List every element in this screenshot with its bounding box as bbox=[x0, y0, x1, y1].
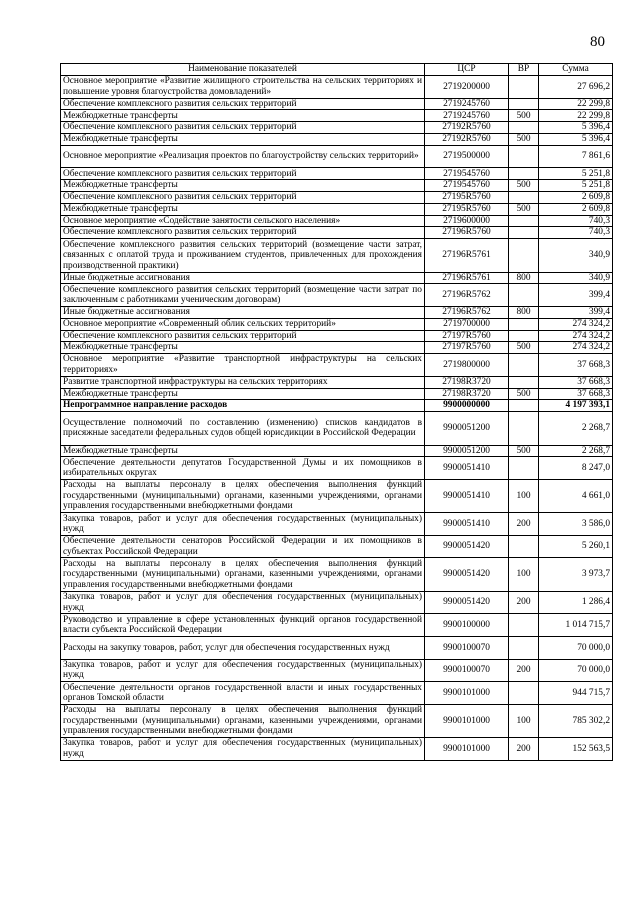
table-body bbox=[61, 76, 613, 761]
row-csr-cell: 9900101000 bbox=[425, 682, 509, 705]
row-csr-cell: 27197R5760 bbox=[425, 342, 509, 354]
row-sum-cell: 22 299,8 bbox=[539, 110, 613, 122]
row-sum-cell: 3 586,0 bbox=[539, 513, 613, 536]
row-name-cell: Обеспечение комплексного развития сельских территорий bbox=[61, 122, 425, 134]
table-row bbox=[61, 704, 613, 737]
row-vr-cell: 200 bbox=[509, 738, 539, 761]
table-row bbox=[61, 168, 613, 180]
row-sum-cell: 1 286,4 bbox=[539, 591, 613, 614]
row-name-cell: Закупка товаров, работ и услуг для обеспечения государственных (муниципальных) нужд bbox=[61, 659, 425, 682]
row-csr-cell: 9900051420 bbox=[425, 535, 509, 558]
row-name-cell: Осуществление полномочий по составлению (изменению) списков кандидатов в присяжные заседатели федеральных судов общей юрисдикции в Российской Федерации bbox=[61, 412, 425, 445]
table-row bbox=[61, 376, 613, 388]
header-csr: ЦСР bbox=[425, 64, 509, 76]
row-vr-cell: 500 bbox=[509, 342, 539, 354]
row-sum-cell: 70 000,0 bbox=[539, 659, 613, 682]
row-vr-cell: 100 bbox=[509, 558, 539, 591]
row-name-cell: Обеспечение деятельности сенаторов Российской Федерации и их помощников в субъектах Российской Федерации bbox=[61, 535, 425, 558]
table-row bbox=[61, 98, 613, 110]
row-name-cell: Обеспечение комплексного развития сельских территорий bbox=[61, 227, 425, 239]
row-sum-cell: 2 268,7 bbox=[539, 445, 613, 457]
row-vr-cell: 100 bbox=[509, 479, 539, 512]
row-vr-cell bbox=[509, 227, 539, 239]
row-vr-cell: 500 bbox=[509, 203, 539, 215]
table-row bbox=[61, 272, 613, 284]
row-name-cell: Обеспечение комплексного развития сельских территорий bbox=[61, 330, 425, 342]
row-name-cell: Обеспечение комплексного развития сельских территорий bbox=[61, 191, 425, 203]
row-sum-cell: 37 668,3 bbox=[539, 388, 613, 400]
row-csr-cell: 9900051410 bbox=[425, 457, 509, 480]
table-row bbox=[61, 76, 613, 99]
row-name-cell: Закупка товаров, работ и услуг для обеспечения государственных (муниципальных) нужд bbox=[61, 513, 425, 536]
row-sum-cell: 274 324,2 bbox=[539, 318, 613, 330]
row-vr-cell bbox=[509, 614, 539, 637]
row-name-cell: Непрограммное направление расходов bbox=[61, 400, 425, 412]
table-row bbox=[61, 388, 613, 400]
table-row bbox=[61, 637, 613, 660]
row-csr-cell: 27192R5760 bbox=[425, 122, 509, 134]
table-row bbox=[61, 513, 613, 536]
row-csr-cell: 2719700000 bbox=[425, 318, 509, 330]
row-vr-cell: 500 bbox=[509, 133, 539, 145]
row-sum-cell: 37 668,3 bbox=[539, 376, 613, 388]
row-name-cell: Расходы на выплаты персоналу в целях обеспечения выполнения функций государственными (муниципальными) органами, казенными учреждениями, органами управления государственными внебюджетными фондами bbox=[61, 558, 425, 591]
table-row bbox=[61, 614, 613, 637]
row-sum-cell: 5 260,1 bbox=[539, 535, 613, 558]
row-csr-cell: 27196R5761 bbox=[425, 272, 509, 284]
row-vr-cell bbox=[509, 215, 539, 227]
row-name-cell: Обеспечение деятельности органов государственной власти и иных государственных органов Томской области bbox=[61, 682, 425, 705]
row-vr-cell bbox=[509, 376, 539, 388]
row-name-cell: Расходы на выплаты персоналу в целях обеспечения выполнения функций государственными (муниципальными) органами, казенными учреждениями, органами управления государственными внебюджетными фондами bbox=[61, 704, 425, 737]
row-vr-cell bbox=[509, 98, 539, 110]
row-sum-cell: 4 661,0 bbox=[539, 479, 613, 512]
row-vr-cell: 800 bbox=[509, 306, 539, 318]
table-row bbox=[61, 412, 613, 445]
row-name-cell: Обеспечение комплексного развития сельских территорий bbox=[61, 98, 425, 110]
row-name-cell: Основное мероприятие «Реализация проектов по благоустройству сельских территорий» bbox=[61, 145, 425, 168]
row-vr-cell: 100 bbox=[509, 704, 539, 737]
row-name-cell: Межбюджетные трансферты bbox=[61, 342, 425, 354]
row-sum-cell: 785 302,2 bbox=[539, 704, 613, 737]
table-row bbox=[61, 479, 613, 512]
table-row bbox=[61, 227, 613, 239]
row-vr-cell: 500 bbox=[509, 445, 539, 457]
row-vr-cell bbox=[509, 191, 539, 203]
row-vr-cell bbox=[509, 239, 539, 272]
row-name-cell: Межбюджетные трансферты bbox=[61, 133, 425, 145]
table-row bbox=[61, 133, 613, 145]
row-vr-cell: 800 bbox=[509, 272, 539, 284]
row-csr-cell: 2719500000 bbox=[425, 145, 509, 168]
row-sum-cell: 5 251,8 bbox=[539, 180, 613, 192]
row-sum-cell: 152 563,5 bbox=[539, 738, 613, 761]
row-name-cell: Руководство и управление в сфере установленных функций органов государственной власти субъекта Российской Федерации bbox=[61, 614, 425, 637]
row-vr-cell bbox=[509, 354, 539, 377]
table-row bbox=[61, 535, 613, 558]
row-sum-cell: 37 668,3 bbox=[539, 354, 613, 377]
table-row bbox=[61, 110, 613, 122]
row-sum-cell: 5 396,4 bbox=[539, 122, 613, 134]
row-csr-cell: 2719600000 bbox=[425, 215, 509, 227]
table-row bbox=[61, 191, 613, 203]
table-row bbox=[61, 180, 613, 192]
row-vr-cell: 500 bbox=[509, 110, 539, 122]
row-vr-cell: 500 bbox=[509, 180, 539, 192]
table-row bbox=[61, 215, 613, 227]
row-csr-cell: 27196R5762 bbox=[425, 306, 509, 318]
row-csr-cell: 27192R5760 bbox=[425, 133, 509, 145]
page-number: 80 bbox=[590, 34, 605, 50]
table-row bbox=[61, 330, 613, 342]
table-row bbox=[61, 445, 613, 457]
row-csr-cell: 27195R5760 bbox=[425, 191, 509, 203]
row-sum-cell: 8 247,0 bbox=[539, 457, 613, 480]
row-csr-cell: 9900101000 bbox=[425, 738, 509, 761]
row-vr-cell: 200 bbox=[509, 513, 539, 536]
header-vr: ВР bbox=[509, 64, 539, 76]
table-row bbox=[61, 239, 613, 272]
row-vr-cell bbox=[509, 400, 539, 412]
row-csr-cell: 2719545760 bbox=[425, 180, 509, 192]
row-sum-cell: 1 014 715,7 bbox=[539, 614, 613, 637]
row-sum-cell: 3 973,7 bbox=[539, 558, 613, 591]
row-csr-cell: 2719200000 bbox=[425, 76, 509, 99]
row-csr-cell: 9900051410 bbox=[425, 479, 509, 512]
row-sum-cell: 740,3 bbox=[539, 215, 613, 227]
row-sum-cell: 274 324,2 bbox=[539, 342, 613, 354]
row-sum-cell: 70 000,0 bbox=[539, 637, 613, 660]
row-name-cell: Основное мероприятие «Современный облик сельских территорий» bbox=[61, 318, 425, 330]
row-name-cell: Обеспечение комплексного развития сельских территорий bbox=[61, 168, 425, 180]
row-csr-cell: 9900100070 bbox=[425, 637, 509, 660]
row-vr-cell: 200 bbox=[509, 659, 539, 682]
row-csr-cell: 9900101000 bbox=[425, 704, 509, 737]
row-name-cell: Основное мероприятие «Развитие транспортной инфраструктуры на сельских территориях» bbox=[61, 354, 425, 377]
row-name-cell: Расходы на закупку товаров, работ, услуг для обеспечения государственных нужд bbox=[61, 637, 425, 660]
row-name-cell: Закупка товаров, работ и услуг для обеспечения государственных (муниципальных) нужд bbox=[61, 738, 425, 761]
row-name-cell: Межбюджетные трансферты bbox=[61, 180, 425, 192]
row-csr-cell: 9900100070 bbox=[425, 659, 509, 682]
row-sum-cell: 5 396,4 bbox=[539, 133, 613, 145]
row-csr-cell: 27196R5760 bbox=[425, 227, 509, 239]
row-sum-cell: 2 609,8 bbox=[539, 191, 613, 203]
table-row bbox=[61, 591, 613, 614]
row-sum-cell: 5 251,8 bbox=[539, 168, 613, 180]
row-csr-cell: 9900051420 bbox=[425, 558, 509, 591]
row-name-cell: Межбюджетные трансферты bbox=[61, 445, 425, 457]
row-csr-cell: 9900051200 bbox=[425, 412, 509, 445]
row-sum-cell: 22 299,8 bbox=[539, 98, 613, 110]
row-csr-cell: 2719245760 bbox=[425, 98, 509, 110]
table-header-row bbox=[61, 64, 613, 76]
row-name-cell: Обеспечение деятельности депутатов Государственной Думы и их помощников в избирательных округах bbox=[61, 457, 425, 480]
row-sum-cell: 399,4 bbox=[539, 306, 613, 318]
table-row bbox=[61, 354, 613, 377]
row-sum-cell: 4 197 393,1 bbox=[539, 400, 613, 412]
row-name-cell: Иные бюджетные ассигнования bbox=[61, 272, 425, 284]
row-name-cell: Основное мероприятие «Развитие жилищного строительства на сельских территориях и повышение уровня благоустройства домовладений» bbox=[61, 76, 425, 99]
row-name-cell: Межбюджетные трансферты bbox=[61, 388, 425, 400]
row-csr-cell: 27198R3720 bbox=[425, 376, 509, 388]
row-name-cell: Межбюджетные трансферты bbox=[61, 110, 425, 122]
row-vr-cell bbox=[509, 76, 539, 99]
row-vr-cell: 200 bbox=[509, 591, 539, 614]
row-vr-cell bbox=[509, 122, 539, 134]
row-vr-cell bbox=[509, 318, 539, 330]
row-sum-cell: 340,9 bbox=[539, 239, 613, 272]
row-name-cell: Расходы на выплаты персоналу в целях обеспечения выполнения функций государственными (муниципальными) органами, казенными учреждениями, органами управления государственными внебюджетными фондами bbox=[61, 479, 425, 512]
row-vr-cell bbox=[509, 457, 539, 480]
row-name-cell: Иные бюджетные ассигнования bbox=[61, 306, 425, 318]
header-sum: Сумма bbox=[539, 64, 613, 76]
row-sum-cell: 2 268,7 bbox=[539, 412, 613, 445]
row-sum-cell: 740,3 bbox=[539, 227, 613, 239]
row-csr-cell: 2719800000 bbox=[425, 354, 509, 377]
row-sum-cell: 27 696,2 bbox=[539, 76, 613, 99]
row-sum-cell: 944 715,7 bbox=[539, 682, 613, 705]
row-name-cell: Закупка товаров, работ и услуг для обеспечения государственных (муниципальных) нужд bbox=[61, 591, 425, 614]
table-row bbox=[61, 306, 613, 318]
table-row bbox=[61, 659, 613, 682]
row-csr-cell: 27198R3720 bbox=[425, 388, 509, 400]
row-vr-cell bbox=[509, 535, 539, 558]
row-vr-cell bbox=[509, 330, 539, 342]
table-row bbox=[61, 558, 613, 591]
row-sum-cell: 7 861,6 bbox=[539, 145, 613, 168]
row-name-cell: Межбюджетные трансферты bbox=[61, 203, 425, 215]
row-csr-cell: 9900051200 bbox=[425, 445, 509, 457]
table-row bbox=[61, 122, 613, 134]
row-csr-cell: 27196R5761 bbox=[425, 239, 509, 272]
row-vr-cell bbox=[509, 168, 539, 180]
table-row bbox=[61, 318, 613, 330]
row-csr-cell: 2719245760 bbox=[425, 110, 509, 122]
row-csr-cell: 27196R5762 bbox=[425, 284, 509, 307]
row-vr-cell bbox=[509, 284, 539, 307]
budget-table bbox=[60, 63, 613, 761]
table-row bbox=[61, 203, 613, 215]
row-vr-cell bbox=[509, 145, 539, 168]
row-csr-cell: 9900100000 bbox=[425, 614, 509, 637]
row-csr-cell: 9900000000 bbox=[425, 400, 509, 412]
table-row bbox=[61, 400, 613, 412]
row-vr-cell bbox=[509, 412, 539, 445]
row-csr-cell: 2719545760 bbox=[425, 168, 509, 180]
row-vr-cell bbox=[509, 682, 539, 705]
row-csr-cell: 27197R5760 bbox=[425, 330, 509, 342]
row-csr-cell: 9900051410 bbox=[425, 513, 509, 536]
row-name-cell: Обеспечение комплексного развития сельских территорий (возмещение части затрат по заключенным с работниками ученическим договорам) bbox=[61, 284, 425, 307]
row-sum-cell: 2 609,8 bbox=[539, 203, 613, 215]
table-row bbox=[61, 145, 613, 168]
row-sum-cell: 274 324,2 bbox=[539, 330, 613, 342]
row-csr-cell: 27195R5760 bbox=[425, 203, 509, 215]
table-row bbox=[61, 342, 613, 354]
row-csr-cell: 9900051420 bbox=[425, 591, 509, 614]
table-row bbox=[61, 738, 613, 761]
header-name: Наименование показателей bbox=[61, 64, 425, 76]
table-row bbox=[61, 284, 613, 307]
row-name-cell: Основное мероприятие «Содействие занятости сельского населения» bbox=[61, 215, 425, 227]
row-name-cell: Обеспечение комплексного развития сельских территорий (возмещение части затрат, связанных с оплатой труда и проживанием студентов, привлеченных для прохождения производственной практики) bbox=[61, 239, 425, 272]
row-sum-cell: 340,9 bbox=[539, 272, 613, 284]
table-row bbox=[61, 682, 613, 705]
row-name-cell: Развитие транспортной инфраструктуры на сельских территориях bbox=[61, 376, 425, 388]
table-row bbox=[61, 457, 613, 480]
row-sum-cell: 399,4 bbox=[539, 284, 613, 307]
row-vr-cell: 500 bbox=[509, 388, 539, 400]
row-vr-cell bbox=[509, 637, 539, 660]
